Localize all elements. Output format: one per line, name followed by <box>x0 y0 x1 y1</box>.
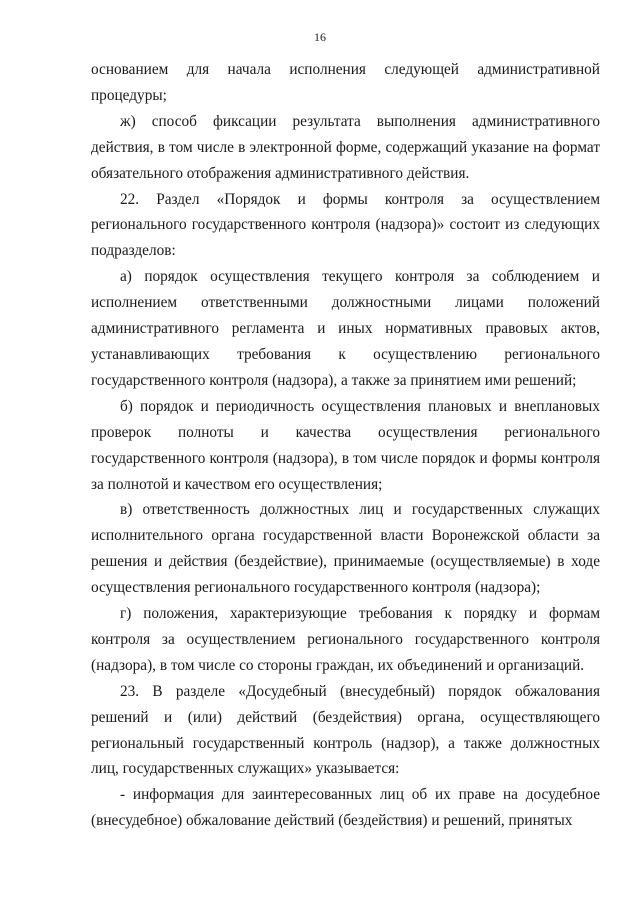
paragraph-item-zh: ж) способ фиксации результата выполнения административного действия, в том числе в электронной форме, содержащий указание на формат обязательного отображения административного действия. <box>91 112 600 182</box>
paragraph-dash-item: - информация для заинтересованных лиц об их праве на досудебное (внесудебное) обжалование действий (бездействия) и решений, принятых <box>91 786 600 830</box>
paragraph-item-b: б) порядок и периодичность осуществления плановых и внеплановых проверок полноты и качества осуществления регионального государственного контроля (надзора), в том числе порядок и формы контроля за полнотой и качеством его осуществления; <box>91 397 600 493</box>
paragraph-item-g: г) положения, характеризующие требования к порядку и формам контроля за осуществлением регионального государственного контроля (надзора), в том числе со стороны граждан, их объединений и организаций. <box>91 605 600 674</box>
paragraph-item-a: а) порядок осуществления текущего контроля за соблюдением и исполнением ответственными должностными лицами положений административного регламента и иных нормативных правовых актов, устанавливающих требования к осуществлению регионального государственного контроля (надзора), а также за принятием ими решений; <box>91 268 600 389</box>
paragraph-item-v: в) ответственность должностных лиц и государственных служащих исполнительного органа государственной власти Воронежской области за решения и действия (бездействие), принимаемые (осуществляемые) в ходе осуществления регионального государственного контроля (надзора); <box>91 501 600 597</box>
document-body <box>91 57 600 834</box>
paragraph-23: 23. В разделе «Досудебный (внесудебный) порядок обжалования решений и (или) действий (бездействия) органа, осуществляющего региональный государственный контроль (надзор), а также должностных лиц, государственных служащих» указывается: <box>91 682 600 778</box>
paragraph-continuation: основанием для начала исполнения следующей административной процедуры; <box>91 61 600 104</box>
page-number: 16 <box>314 30 326 44</box>
paragraph-22: 22. Раздел «Порядок и формы контроля за осуществлением регионального государственного контроля (надзора)» состоит из следующих подразделов: <box>91 190 600 260</box>
